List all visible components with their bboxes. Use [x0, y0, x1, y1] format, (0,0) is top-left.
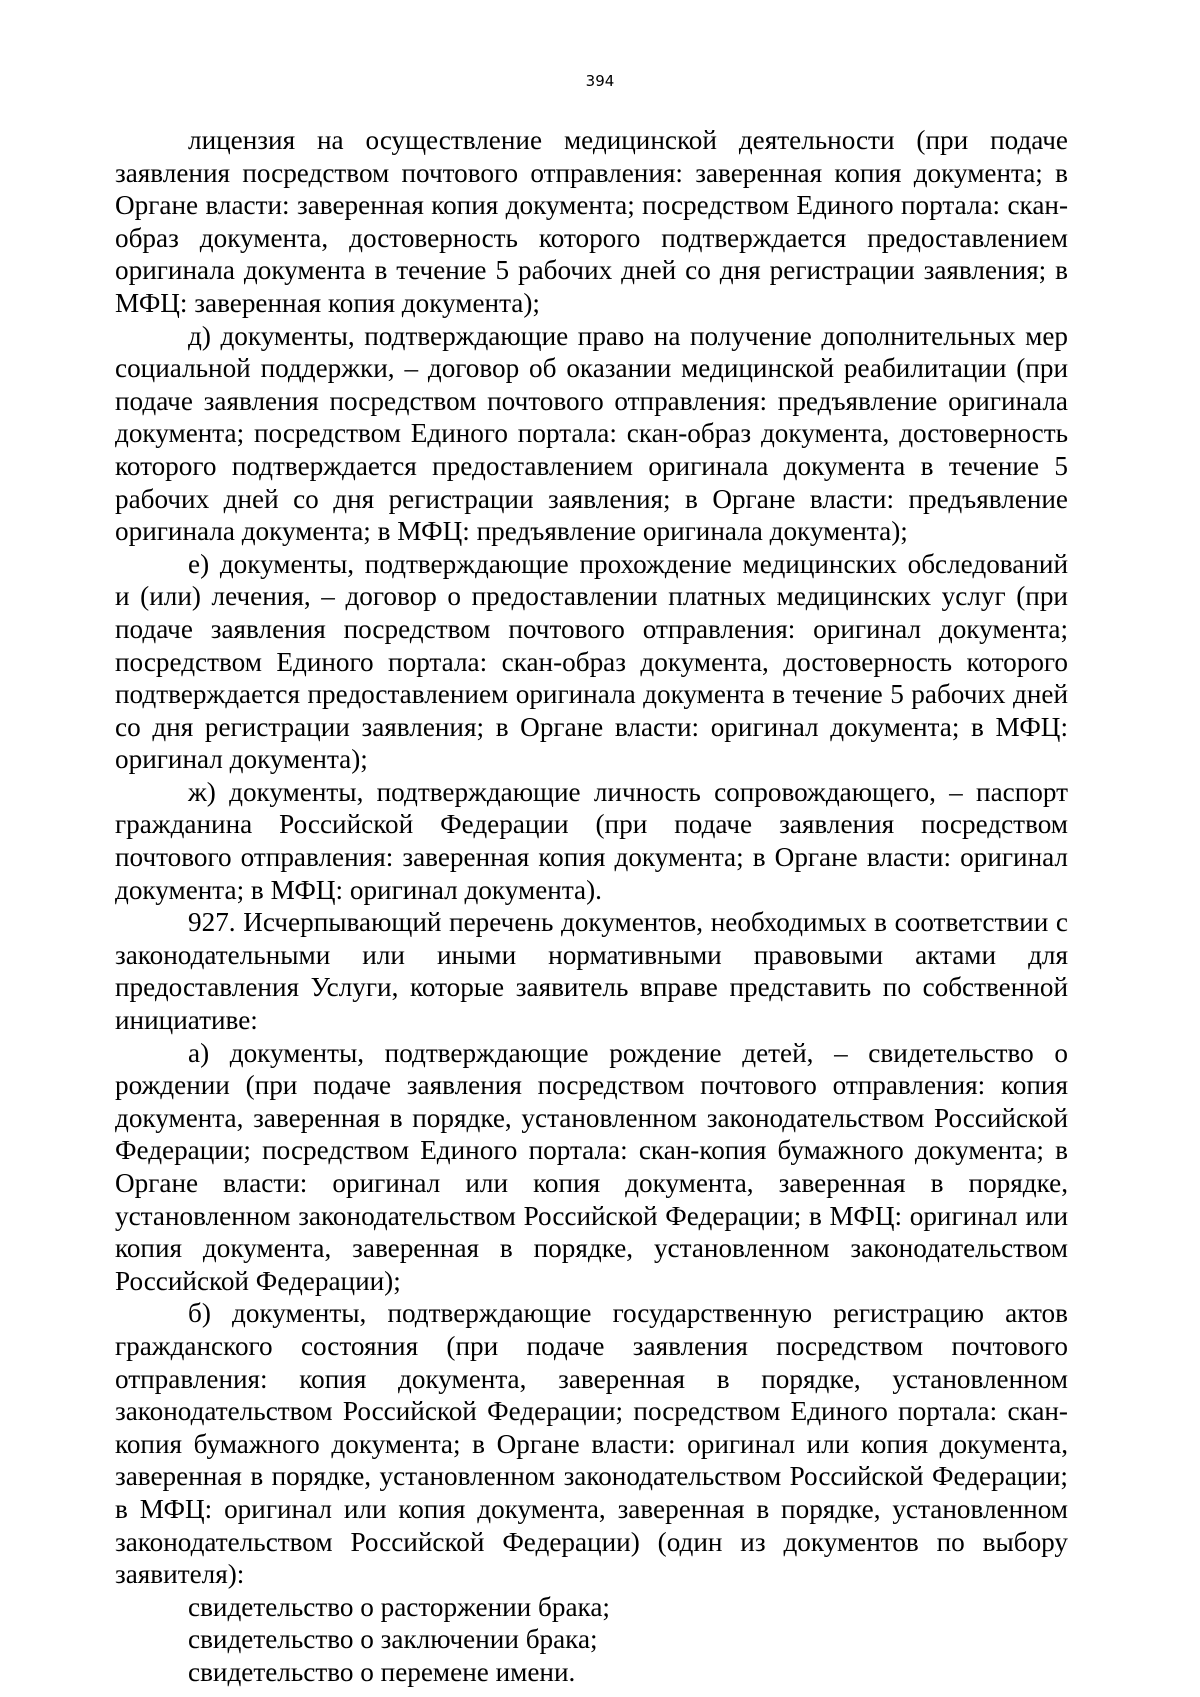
paragraph-927: 927. Исчерпывающий перечень документов, необходимых в соответствии с законодательными или иными нормативными правовыми актами для предоставления Услуги, которые заявитель вправе представить по собственной инициативе: [115, 907, 1068, 1036]
list-item: свидетельство о расторжении брака; [188, 1591, 610, 1622]
document-body [115, 124, 1068, 1689]
paragraph-a: а) документы, подтверждающие рождение детей, – свидетельство о рождении (при подаче заявления посредством почтового отправления: копия документа, заверенная в порядке, установленном законодательством Российской Федерации; посредством Единого портала: скан-копия бумажного документа; в Органе власти: оригинал или копия документа, заверенная в порядке, установленном законодательством Российской Федерации; в МФЦ: оригинал или копия документа, заверенная в порядке, установленном законодательством Российской Федерации); [115, 1037, 1068, 1296]
paragraph-e: е) документы, подтверждающие прохождение медицинских обследований и (или) лечения, – договор о предоставлении платных медицинских услуг (при подаче заявления посредством почтового отправления: оригинал документа; посредством Единого портала: скан-образ документа, достоверность которого подтверждается предоставлением оригинала документа в течение 5 рабочих дней со дня регистрации заявления; в Органе власти: оригинал документа; в МФЦ: оригинал документа); [115, 548, 1068, 775]
page-number: 394 [585, 72, 615, 90]
paragraph-b: б) документы, подтверждающие государственную регистрацию актов гражданского состояния (при подаче заявления посредством почтового отправления: копия документа, заверенная в порядке, установленном законодательством Российской Федерации; посредством Единого портала: скан-копия бумажного документа; в Органе власти: оригинал или копия документа, заверенная в порядке, установленном законодательством Российской Федерации; в МФЦ: оригинал или копия документа, заверенная в порядке, установленном законодательством Российской Федерации) (один из документов по выбору заявителя): [115, 1298, 1068, 1590]
paragraph-license: лицензия на осуществление медицинской деятельности (при подаче заявления посредством почтового отправления: заверенная копия документа; в Органе власти: заверенная копия документа; посредством Единого портала: скан-образ документа, достоверность которого подтверждается предоставлением оригинала документа в течение 5 рабочих дней со дня регистрации заявления; в МФЦ: заверенная копия документа); [115, 125, 1068, 318]
paragraph-zh: ж) документы, подтверждающие личность сопровождающего, – паспорт гражданина Российской Федерации (при подаче заявления посредством почтового отправления: заверенная копия документа; в Органе власти: оригинал документа; в МФЦ: оригинал документа). [115, 776, 1068, 905]
paragraph-d: д) документы, подтверждающие право на получение дополнительных мер социальной поддержки, – договор об оказании медицинской реабилитации (при подаче заявления посредством почтового отправления: предъявление оригинала документа; посредством Единого портала: скан-образ документа, достоверность которого подтверждается предоставлением оригинала документа в течение 5 рабочих дней со дня регистрации заявления; в Органе власти: предъявление оригинала документа; в МФЦ: предъявление оригинала документа); [115, 320, 1068, 547]
list-item: свидетельство о перемене имени. [188, 1656, 576, 1687]
list-item: свидетельство о заключении брака; [188, 1624, 598, 1655]
